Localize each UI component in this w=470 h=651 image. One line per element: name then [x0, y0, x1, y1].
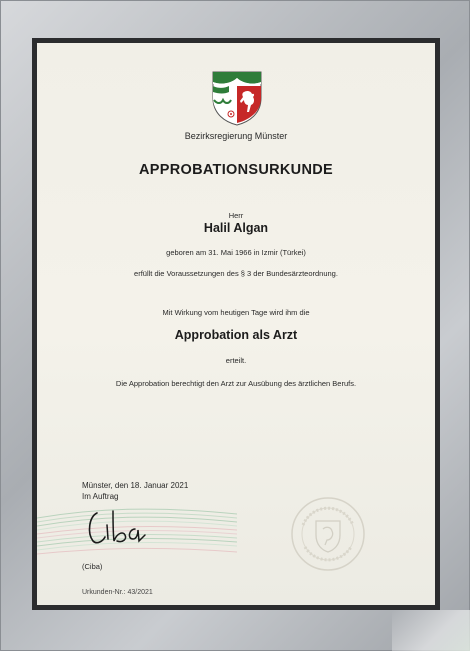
embossed-seal: [289, 495, 367, 573]
recipient-name: Halil Algan: [203, 221, 269, 235]
document-number: Urkunden-Nr.: 43/2021: [82, 589, 153, 596]
handwritten-signature: [83, 503, 153, 553]
issuing-authority: Bezirksregierung Münster: [184, 131, 288, 141]
by-order-note: Im Auftrag: [82, 492, 119, 501]
approbation-title: Approbation als Arzt: [174, 328, 298, 342]
place-and-date: Münster, den 18. Januar 2021: [82, 481, 189, 490]
requirements-statement: erfüllt die Voraussetzungen des § 3 der Bundesärzteordnung.: [134, 269, 338, 278]
effect-statement: Mit Wirkung vom heutigen Tage wird ihm die: [162, 308, 310, 317]
signatory-name: (Ciba): [82, 562, 103, 571]
glass-reflection: [392, 610, 470, 651]
issued-statement: erteilt.: [225, 356, 247, 365]
entitlement-statement: Die Approbation berechtigt den Arzt zur Ausübung des ärztlichen Berufs.: [115, 379, 357, 388]
document-title: APPROBATIONSURKUNDE: [139, 162, 333, 178]
nrw-coat-of-arms-icon: [211, 70, 263, 126]
certificate-paper: [37, 43, 435, 605]
birth-details: geboren am 31. Mai 1966 in Izmir (Türkei): [166, 248, 306, 257]
salutation: Herr: [228, 211, 244, 220]
